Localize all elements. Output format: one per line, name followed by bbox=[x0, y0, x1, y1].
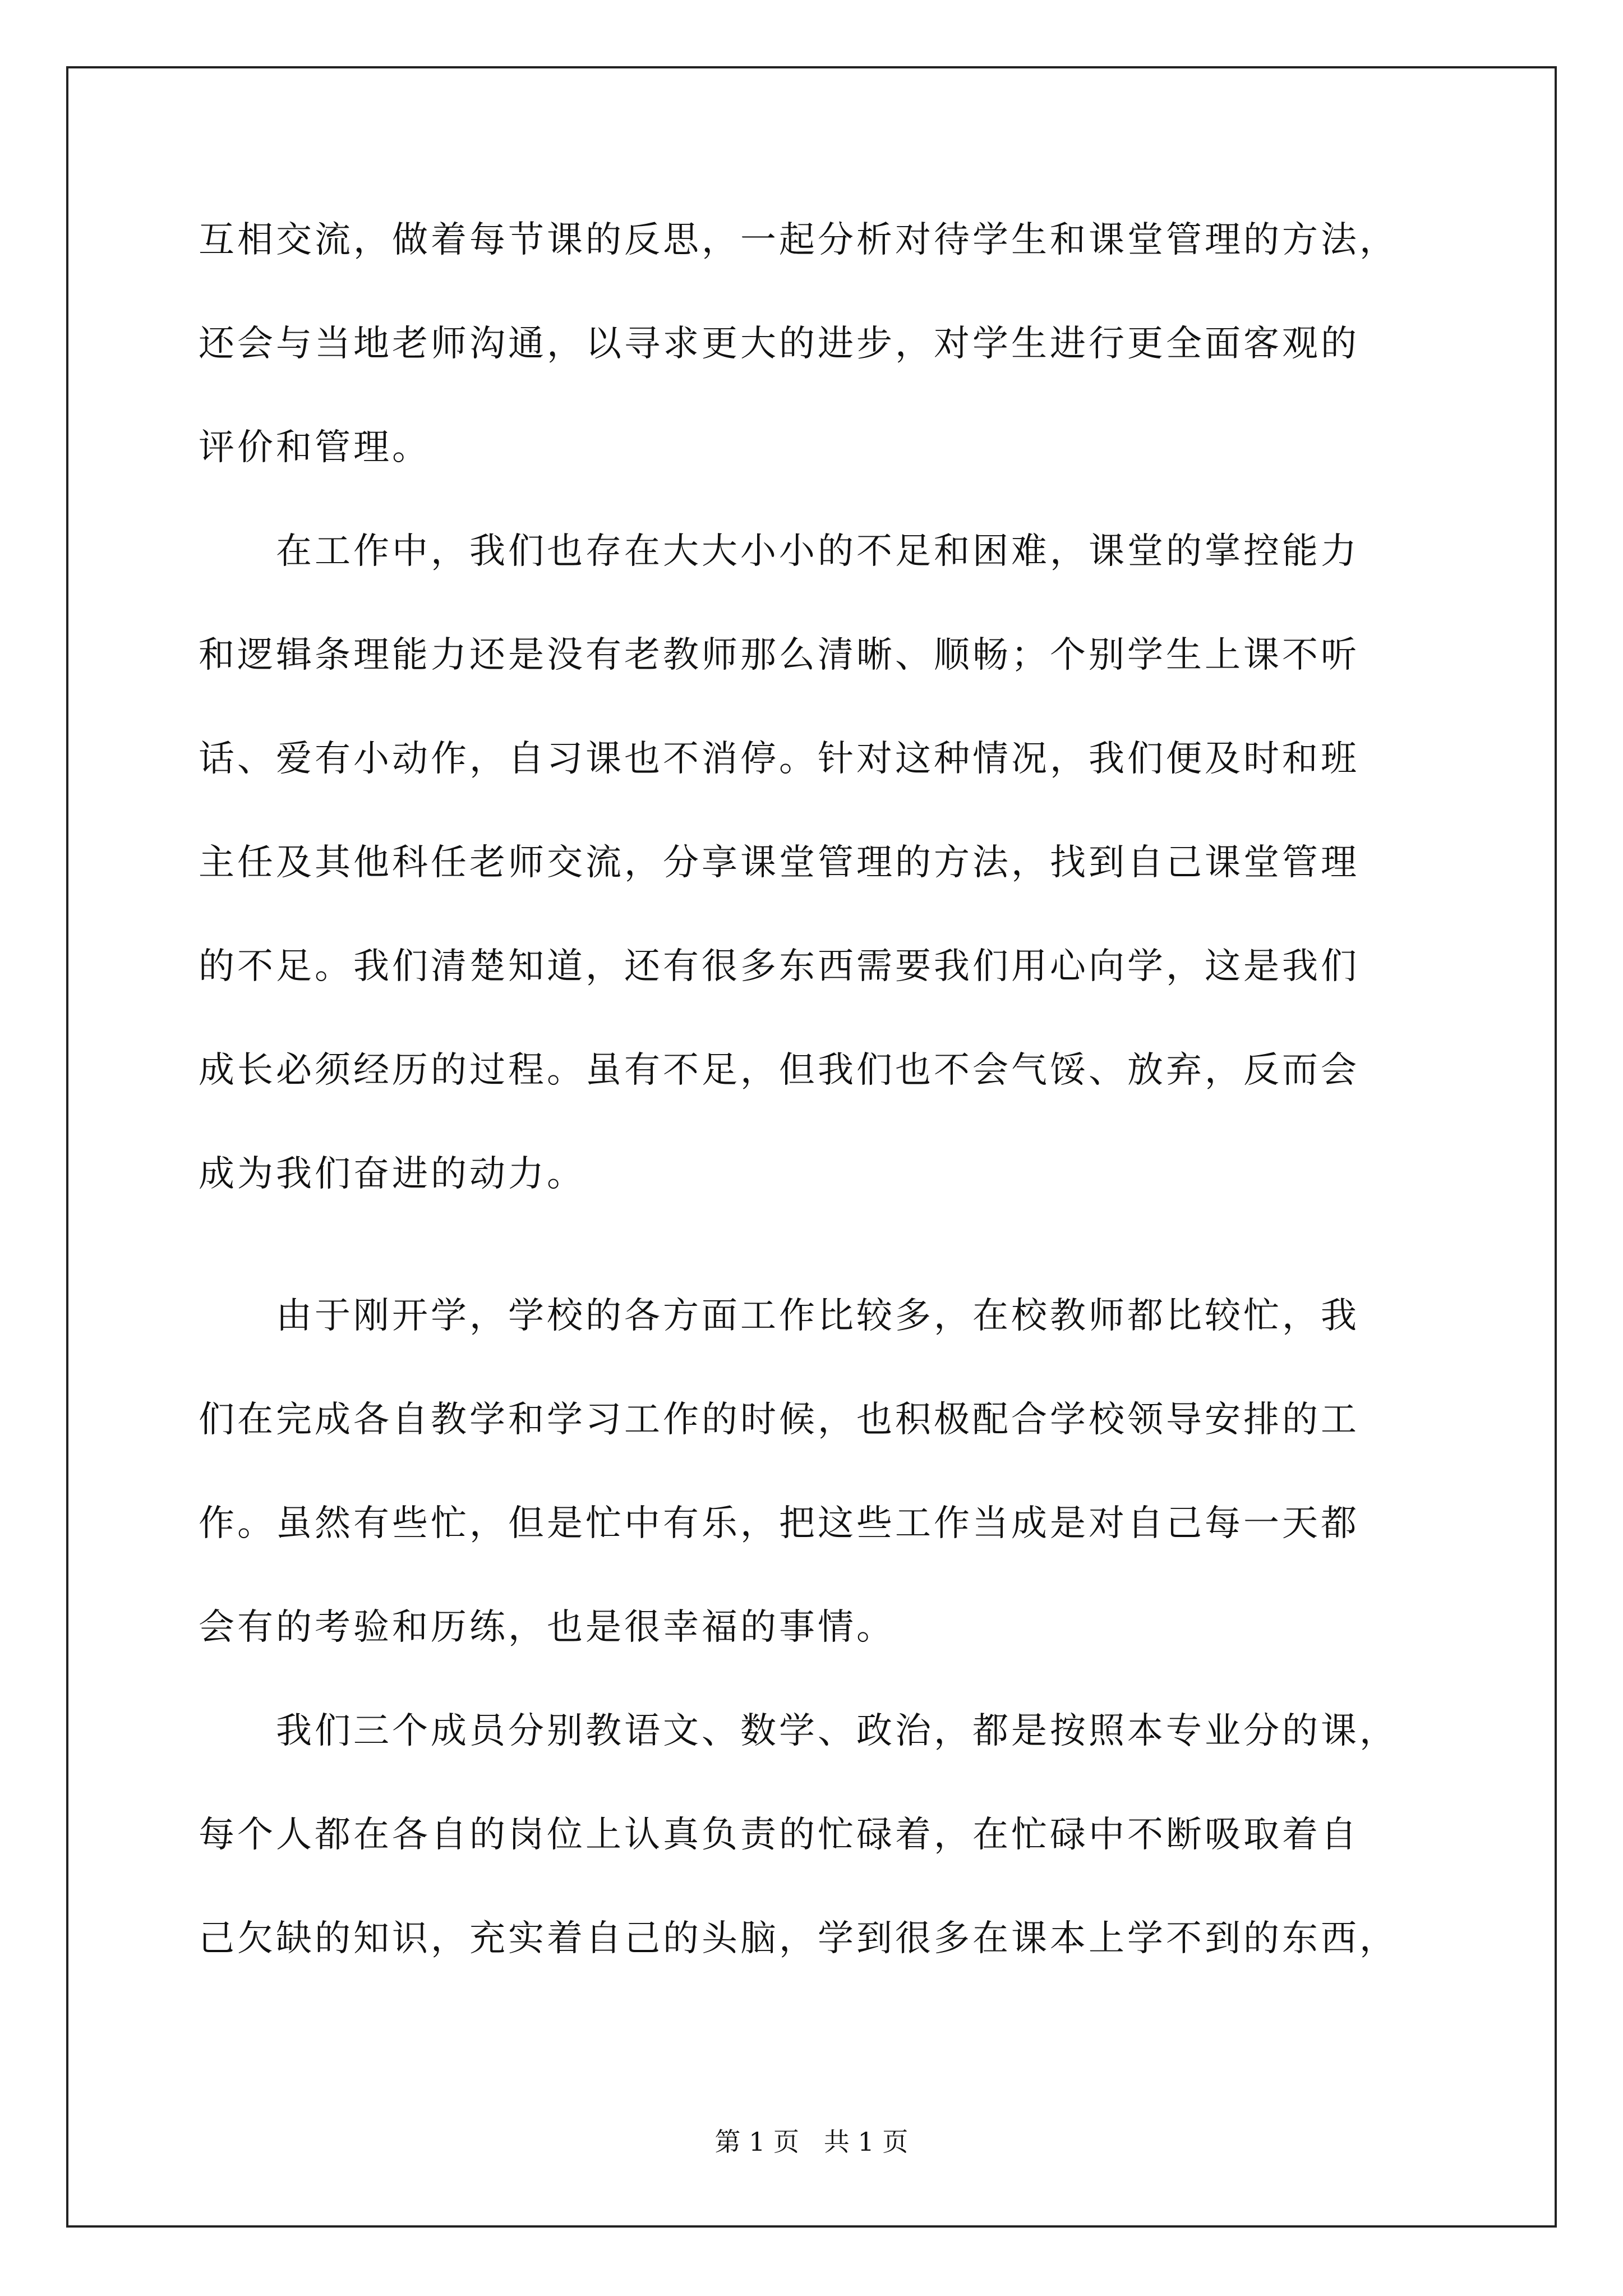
text-line: 会有的考验和历练，也是很幸福的事情。 bbox=[199, 1607, 895, 1648]
text-line: 的不足。我们清楚知道，还有很多东西需要我们用心向学，这是我们 bbox=[199, 946, 1359, 987]
text-line: 己欠缺的知识，充实着自己的头脑，学到很多在课本上学不到的东西， bbox=[199, 1918, 1398, 1959]
text-line: 话、爱有小动作，自习课也不消停。针对这种情况，我们便及时和班 bbox=[199, 738, 1359, 780]
text-line: 互相交流，做着每节课的反思，一起分析对待学生和课堂管理的方法， bbox=[199, 219, 1398, 261]
text-line: 由于刚开学，学校的各方面工作比较多，在校教师都比较忙，我 bbox=[199, 1295, 1359, 1337]
text-line: 主任及其他科任老师交流，分享课堂管理的方法，找到自己课堂管理 bbox=[199, 842, 1359, 884]
text-line: 在工作中，我们也存在大大小小的不足和困难，课堂的掌控能力 bbox=[199, 531, 1359, 572]
text-line: 们在完成各自教学和学习工作的时候，也积极配合学校领导安排的工 bbox=[199, 1399, 1359, 1441]
text-line: 评价和管理。 bbox=[199, 427, 431, 468]
text-line: 作。虽然有些忙，但是忙中有乐，把这些工作当成是对自己每一天都 bbox=[199, 1503, 1359, 1544]
text-line: 每个人都在各自的岗位上认真负责的忙碌着，在忙碌中不断吸取着自 bbox=[199, 1814, 1359, 1856]
text-line: 成为我们奋进的动力。 bbox=[199, 1153, 585, 1195]
page-border bbox=[66, 66, 1557, 2228]
text-line: 还会与当地老师沟通，以寻求更大的进步，对学生进行更全面客观的 bbox=[199, 323, 1359, 365]
text-line: 成长必须经历的过程。虽有不足，但我们也不会气馁、放弃，反而会 bbox=[199, 1050, 1359, 1091]
text-line: 我们三个成员分别教语文、数学、政治，都是按照本专业分的课， bbox=[199, 1710, 1398, 1752]
text-line: 和逻辑条理能力还是没有老教师那么清晰、顺畅；个别学生上课不听 bbox=[199, 634, 1359, 676]
page-number-footer: 第 1 页 共 1 页 bbox=[714, 2127, 909, 2157]
